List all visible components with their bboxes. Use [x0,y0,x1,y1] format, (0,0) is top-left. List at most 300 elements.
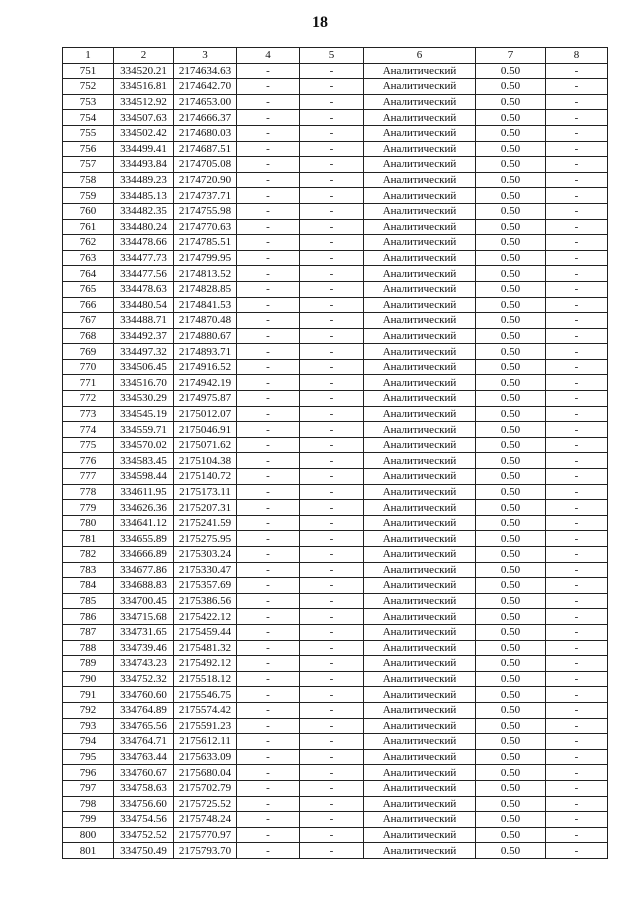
table-cell: - [546,110,608,126]
table-cell: 334502.42 [114,125,174,141]
table-cell: 0.50 [476,547,546,563]
table-cell: 787 [63,624,114,640]
table-cell: 334570.02 [114,437,174,453]
table-cell: 2174799.95 [174,250,237,266]
table-cell: Аналитический [364,63,476,79]
table-cell: 2174828.85 [174,281,237,297]
table-cell: 334492.37 [114,328,174,344]
table-cell: - [300,843,364,859]
table-cell: 0.50 [476,749,546,765]
column-header: 5 [300,48,364,64]
table-cell: 2174975.87 [174,391,237,407]
table-cell: - [237,780,300,796]
table-cell: - [300,344,364,360]
table-cell: 792 [63,702,114,718]
table-cell: - [300,422,364,438]
column-header: 4 [237,48,300,64]
table-cell: - [237,593,300,609]
table-cell: - [237,640,300,656]
table-cell: - [237,500,300,516]
table-cell: 798 [63,796,114,812]
table-cell: - [546,593,608,609]
table-cell: 757 [63,157,114,173]
table-cell: - [546,687,608,703]
table-cell: - [546,79,608,95]
table-cell: - [546,843,608,859]
table-cell: - [237,812,300,828]
table-cell: - [546,125,608,141]
table-cell: - [546,63,608,79]
table-cell: 334516.81 [114,79,174,95]
table-cell: 790 [63,671,114,687]
column-header: 1 [63,48,114,64]
table-cell: - [237,110,300,126]
table-row [63,328,608,344]
table-cell: Аналитический [364,94,476,110]
table-cell: - [300,780,364,796]
table-cell: Аналитический [364,391,476,407]
table-cell: 334754.56 [114,812,174,828]
table-cell: Аналитический [364,734,476,750]
table-cell: 781 [63,531,114,547]
table-cell: 334715.68 [114,609,174,625]
table-row [63,437,608,453]
table-cell: - [300,391,364,407]
table-cell: 761 [63,219,114,235]
table-row [63,94,608,110]
table-cell: 0.50 [476,765,546,781]
table-cell: Аналитический [364,375,476,391]
table-cell: - [237,297,300,313]
table-cell: 0.50 [476,624,546,640]
table-cell: 334765.56 [114,718,174,734]
column-header: 7 [476,48,546,64]
table-cell: - [237,531,300,547]
table-cell: 763 [63,250,114,266]
table-cell: 2175612.11 [174,734,237,750]
table-cell: 334507.63 [114,110,174,126]
table-cell: 2175492.12 [174,656,237,672]
table-cell: 334489.23 [114,172,174,188]
table-cell: 764 [63,266,114,282]
table-cell: 334700.45 [114,593,174,609]
table-cell: 334750.49 [114,843,174,859]
table-cell: 334598.44 [114,469,174,485]
table-cell: - [300,500,364,516]
table-row [63,827,608,843]
table-cell: 0.50 [476,578,546,594]
table-cell: Аналитический [364,188,476,204]
table-cell: - [237,687,300,703]
table-row [63,110,608,126]
table-cell: - [300,63,364,79]
table-cell: 2175207.31 [174,500,237,516]
table-cell: Аналитический [364,250,476,266]
table-cell: Аналитический [364,219,476,235]
table-cell: Аналитический [364,235,476,251]
table-cell: 334506.45 [114,359,174,375]
table-cell: - [237,547,300,563]
table-row [63,718,608,734]
table-cell: - [546,359,608,375]
table-cell: Аналитический [364,812,476,828]
table-cell: - [237,718,300,734]
table-cell: - [546,235,608,251]
table-cell: - [300,110,364,126]
table-cell: - [546,734,608,750]
table-cell: Аналитический [364,718,476,734]
table-cell: 2175104.38 [174,453,237,469]
table-cell: - [300,437,364,453]
table-cell: 2174870.48 [174,313,237,329]
column-header: 3 [174,48,237,64]
table-cell: Аналитический [364,266,476,282]
table-cell: 771 [63,375,114,391]
table-row [63,188,608,204]
table-cell: Аналитический [364,344,476,360]
table-cell: Аналитический [364,547,476,563]
table-body [63,63,608,858]
table-cell: - [300,827,364,843]
table-cell: - [546,375,608,391]
table-cell: Аналитический [364,593,476,609]
table-cell: 0.50 [476,422,546,438]
table-cell: 753 [63,94,114,110]
table-cell: 2174634.63 [174,63,237,79]
table-cell: - [546,219,608,235]
table-cell: 768 [63,328,114,344]
table-cell: 334499.41 [114,141,174,157]
table-cell: 334641.12 [114,515,174,531]
table-cell: 758 [63,172,114,188]
table-cell: - [237,406,300,422]
table-cell: Аналитический [364,79,476,95]
table-cell: - [300,749,364,765]
table-cell: 789 [63,656,114,672]
table-cell: Аналитический [364,578,476,594]
table-cell: - [546,515,608,531]
table-cell: 334760.60 [114,687,174,703]
table-cell: - [300,266,364,282]
table-cell: - [237,609,300,625]
table-cell: - [237,422,300,438]
table-cell: 0.50 [476,125,546,141]
table-cell: 2175140.72 [174,469,237,485]
table-cell: 334480.24 [114,219,174,235]
table-cell: - [237,203,300,219]
table-cell: 0.50 [476,453,546,469]
table-cell: Аналитический [364,515,476,531]
table-cell: 780 [63,515,114,531]
table-cell: 782 [63,547,114,563]
table-cell: Аналитический [364,500,476,516]
table-cell: 334488.71 [114,313,174,329]
table-cell: 2174880.67 [174,328,237,344]
table-cell: 0.50 [476,157,546,173]
table-cell: Аналитический [364,469,476,485]
table-cell: 0.50 [476,313,546,329]
table-cell: Аналитический [364,765,476,781]
table-cell: - [237,344,300,360]
table-cell: 2175275.95 [174,531,237,547]
table-cell: - [300,734,364,750]
table-cell: - [546,141,608,157]
table-row [63,531,608,547]
table-row [63,640,608,656]
table-cell: - [546,203,608,219]
table-cell: 785 [63,593,114,609]
table-cell: - [300,328,364,344]
table-row [63,562,608,578]
table-cell: - [237,94,300,110]
table-cell: 2175770.97 [174,827,237,843]
table-cell: - [546,609,608,625]
table-cell: 0.50 [476,172,546,188]
table-cell: 334731.65 [114,624,174,640]
table-cell: - [546,172,608,188]
table-cell: - [546,453,608,469]
table-cell: - [300,235,364,251]
table-cell: - [237,266,300,282]
table-cell: 334758.63 [114,780,174,796]
table-cell: 751 [63,63,114,79]
table-cell: 2174705.08 [174,157,237,173]
table-cell: 334739.46 [114,640,174,656]
table-cell: Аналитический [364,203,476,219]
table-cell: - [546,531,608,547]
table-cell: 0.50 [476,235,546,251]
table-cell: 2174720.90 [174,172,237,188]
table-cell: - [237,172,300,188]
table-row [63,765,608,781]
table-cell: 334477.73 [114,250,174,266]
table-row [63,671,608,687]
table-cell: 0.50 [476,297,546,313]
table-cell: 2175680.04 [174,765,237,781]
table-cell: - [300,297,364,313]
table-cell: 334764.71 [114,734,174,750]
table-cell: Аналитический [364,172,476,188]
table-cell: Аналитический [364,141,476,157]
table-cell: Аналитический [364,531,476,547]
table-cell: 752 [63,79,114,95]
table-cell: - [546,266,608,282]
table-cell: - [237,671,300,687]
table-cell: 2175303.24 [174,547,237,563]
table-cell: - [546,422,608,438]
table-cell: - [300,359,364,375]
table-cell: - [546,297,608,313]
table-cell: 0.50 [476,484,546,500]
table-cell: 2174737.71 [174,188,237,204]
table-cell: 0.50 [476,609,546,625]
table-cell: 0.50 [476,79,546,95]
table-cell: - [300,313,364,329]
table-cell: 0.50 [476,515,546,531]
table-cell: - [546,656,608,672]
table-cell: 0.50 [476,266,546,282]
table-cell: - [237,125,300,141]
table-cell: - [237,749,300,765]
table-cell: 777 [63,469,114,485]
table-cell: - [300,157,364,173]
table-cell: Аналитический [364,624,476,640]
table-cell: Аналитический [364,827,476,843]
table-cell: 762 [63,235,114,251]
table-cell: - [237,63,300,79]
table-row [63,734,608,750]
table-cell: 0.50 [476,203,546,219]
table-cell: 0.50 [476,344,546,360]
table-cell: - [237,235,300,251]
table-cell: - [237,188,300,204]
table-row [63,359,608,375]
table-cell: 334666.89 [114,547,174,563]
table-cell: 334752.32 [114,671,174,687]
table-cell: 2174770.63 [174,219,237,235]
table-cell: - [237,796,300,812]
coordinates-table [62,47,608,859]
table-cell: 0.50 [476,141,546,157]
table-row [63,391,608,407]
table-cell: 779 [63,500,114,516]
table-row [63,344,608,360]
table-cell: - [237,578,300,594]
table-cell: 2175357.69 [174,578,237,594]
table-cell: - [300,687,364,703]
table-cell: 2174813.52 [174,266,237,282]
table-cell: 0.50 [476,640,546,656]
table-cell: - [237,437,300,453]
table-cell: 2175793.70 [174,843,237,859]
table-row [63,749,608,765]
table-cell: 334516.70 [114,375,174,391]
table-cell: - [546,718,608,734]
table-cell: 334477.56 [114,266,174,282]
table-cell: 0.50 [476,188,546,204]
table-row [63,422,608,438]
table-cell: - [237,157,300,173]
table-cell: - [546,188,608,204]
table-cell: - [300,671,364,687]
table-cell: 0.50 [476,780,546,796]
table-cell: - [546,500,608,516]
table-cell: 0.50 [476,328,546,344]
table-cell: 334688.83 [114,578,174,594]
table-cell: 334655.89 [114,531,174,547]
table-cell: 2174687.51 [174,141,237,157]
table-cell: - [237,469,300,485]
table-cell: - [300,656,364,672]
table-cell: 0.50 [476,734,546,750]
table-cell: - [237,827,300,843]
table-cell: 2175633.09 [174,749,237,765]
table-row [63,79,608,95]
table-cell: - [546,328,608,344]
table-cell: 0.50 [476,718,546,734]
table-cell: - [300,702,364,718]
table-cell: 334756.60 [114,796,174,812]
table-cell: 2175046.91 [174,422,237,438]
table-cell: Аналитический [364,328,476,344]
table-cell: - [300,547,364,563]
table-cell: Аналитический [364,313,476,329]
table-cell: 2175386.56 [174,593,237,609]
table-cell: - [300,765,364,781]
table-cell: 788 [63,640,114,656]
table-cell: Аналитический [364,484,476,500]
table-cell: 334626.36 [114,500,174,516]
table-row [63,157,608,173]
table-row [63,266,608,282]
table-cell: 334493.84 [114,157,174,173]
table-cell: Аналитический [364,702,476,718]
table-cell: 334480.54 [114,297,174,313]
table-cell: 0.50 [476,281,546,297]
table-cell: 0.50 [476,562,546,578]
table-cell: 769 [63,344,114,360]
table-cell: 2174666.37 [174,110,237,126]
table-cell: - [237,141,300,157]
table-cell: 791 [63,687,114,703]
table-cell: - [300,718,364,734]
table-cell: - [237,734,300,750]
table-cell: 334611.95 [114,484,174,500]
table-cell: Аналитический [364,562,476,578]
table-cell: 334530.29 [114,391,174,407]
table-cell: - [237,765,300,781]
table-cell: 2174942.19 [174,375,237,391]
table-cell: Аналитический [364,687,476,703]
table-cell: Аналитический [364,297,476,313]
table-cell: 2175748.24 [174,812,237,828]
table-cell: Аналитический [364,843,476,859]
table-cell: - [546,391,608,407]
table-cell: 334485.13 [114,188,174,204]
table-cell: 334497.32 [114,344,174,360]
table-cell: - [546,671,608,687]
table-row [63,593,608,609]
table-cell: Аналитический [364,671,476,687]
table-cell: 755 [63,125,114,141]
table-cell: - [237,375,300,391]
table-cell: - [300,453,364,469]
table-cell: 794 [63,734,114,750]
table-cell: - [237,281,300,297]
table-cell: 0.50 [476,63,546,79]
table-cell: 334559.71 [114,422,174,438]
table-row [63,702,608,718]
table-cell: Аналитический [364,796,476,812]
table-cell: 766 [63,297,114,313]
table-row [63,687,608,703]
table-cell: - [300,609,364,625]
table-cell: - [300,203,364,219]
table-row [63,469,608,485]
table-cell: 2175459.44 [174,624,237,640]
table-cell: - [237,702,300,718]
table-cell: 0.50 [476,500,546,516]
table-cell: - [546,281,608,297]
table-row [63,172,608,188]
table-cell: 2175330.47 [174,562,237,578]
table-cell: 2174755.98 [174,203,237,219]
table-cell: 334760.67 [114,765,174,781]
table-header-row [63,48,608,64]
table-cell: - [300,281,364,297]
table-cell: 767 [63,313,114,329]
table-cell: 2175518.12 [174,671,237,687]
